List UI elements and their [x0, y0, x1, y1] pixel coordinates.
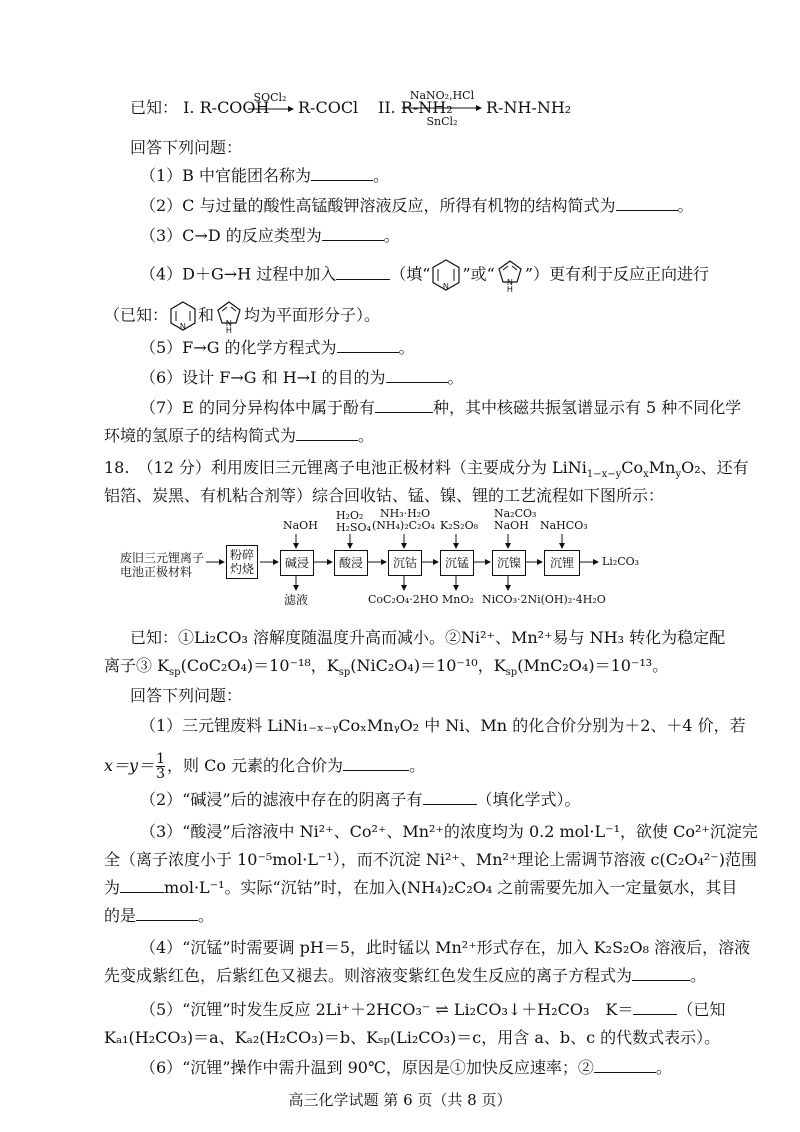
q17-p4-note-end: 均为平面形分子）。 [244, 305, 381, 325]
step-label: 灼烧 [229, 562, 254, 576]
q18-part-3-line-2: 全（离子浓度小于 10⁻⁵mol·L⁻¹），而不沉淀 Ni²⁺、Mn²⁺理论上需调节溶液 c(C₂O₄²⁻)范围 [104, 850, 757, 869]
ksp-cobalt: (CoC₂O₄)＝10⁻¹⁸，K [180, 656, 339, 675]
q18-part-6 [140, 1058, 672, 1078]
period: 。 [383, 226, 400, 245]
q18-part-1-cont [104, 746, 425, 786]
step-label: 粉碎 [229, 548, 254, 562]
output-li2co3: Li₂CO₃ [602, 555, 640, 568]
reaction-2-reagent-top: NaNO₂,HCl [409, 89, 475, 102]
answer-blank[interactable] [343, 756, 409, 771]
q18-head-d: O₂、还有 [681, 458, 749, 477]
page-footer: 高三化学试题 第 6 页（共 8 页） [288, 1091, 512, 1109]
step-manganese-precip: 沉锰 [440, 550, 474, 576]
q18-p4-text: 先变成紫红色，后紫红色又褪去。则溶液变紫红色发生反应的离子方程式为 [104, 966, 633, 985]
pyridine-n-label: N [443, 282, 450, 291]
reaction-2-product: R-NH-NH₂ [486, 98, 572, 117]
ksp-sub: sp [169, 667, 181, 679]
q18-p5-known: （已知 [677, 1000, 726, 1019]
q18-p5-text: （5）“沉锂”时发生反应 2Li⁺＋2HCO₃⁻ ⇌ Li₂CO₃↓＋H₂CO₃ K＝ [140, 1000, 634, 1019]
reaction-2-number: II. [378, 98, 396, 117]
fraction-denominator: 3 [156, 766, 165, 782]
q18-p2-hint: （填化学式）。 [476, 790, 581, 809]
reaction-1-reactant: R-COOH [199, 98, 270, 117]
q18-head-a: 18. （12 分）利用废旧三元锂离子电池正极材料（主要成分为 LiNi [104, 458, 587, 477]
q17-p7-text: （7）E 的同分异构体中属于酚有 [140, 398, 375, 417]
pyrrole-n-label: N [506, 278, 513, 287]
answer-blank[interactable] [120, 878, 164, 893]
q18-head-sub-2: x [643, 469, 649, 481]
period: 。 [447, 368, 464, 387]
output-filtrate: 滤液 [284, 593, 309, 607]
q17-p6-text: （6）设计 F→G 和 H→I 的目的为 [140, 368, 386, 387]
q17-p4-note-lead: （已知： [104, 305, 169, 325]
reaction-1-number: I. [183, 98, 195, 117]
q17-p5-text: （5）F→G 的化学方程式为 [140, 338, 337, 357]
answer-blank[interactable] [633, 1000, 677, 1015]
q18-known-2 [104, 656, 669, 679]
pyridine-n-label: N [180, 322, 186, 331]
reagent-k2s2o8: K₂S₂O₈ [440, 519, 479, 532]
period: 。 [373, 166, 390, 185]
period: 。 [409, 756, 426, 775]
q18-part-2 [140, 790, 581, 810]
ksp-manganese: (MnC₂O₄)＝10⁻¹³。 [517, 656, 669, 675]
ksp-lead: 离子③ K [104, 656, 170, 675]
q18-header-line-2: 铝箔、炭黑、有机粘合剂等）综合回收钴、锰、镍、锂的工艺流程如下图所示： [104, 486, 665, 505]
reagent-nh3: NH₃·H₂O [380, 507, 431, 520]
q18-intro: 回答下列问题： [130, 686, 243, 705]
q18-p3-text: mol·L⁻¹。实际“沉钴”时，在加入(NH₄)₂C₂O₄ 之前需要先加入一定量氨水，其目 [164, 878, 738, 897]
q17-p3-text: （3）C→D 的反应类型为 [140, 226, 322, 245]
pyrrole-h-label: H [226, 326, 232, 334]
step-nickel-precip: 沉镍 [492, 550, 526, 576]
ksp-sub: sp [505, 667, 518, 679]
output-cobalt-oxalate: CoC₂O₄·2HO [368, 593, 439, 606]
q18-part-5-line-2: Kₐ₁(H₂CO₃)＝a、Kₐ₂(H₂CO₃)＝b、Kₛₚ(Li₂CO₃)＝c，用含 a、b、c 的代数式表示）。 [104, 1028, 721, 1047]
step-crush-burn [226, 545, 258, 579]
q17-p7-text-2: 种，其中核磁共振氢谱显示有 5 种不同化学 [432, 398, 742, 417]
period: 。 [398, 338, 415, 357]
ksp-nickel: (NiC₂O₄)＝10⁻¹⁰，K [350, 656, 506, 675]
q18-part-3-line-4 [104, 906, 214, 926]
reagent-oxalate: (NH₄)₂C₂O₄ [372, 519, 435, 532]
reagent-naoh-2: NaOH [494, 519, 529, 532]
q17-p4-end: ”）更有利于反应正向进行 [524, 264, 709, 284]
q17-p7-text-3: 环境的氢原子的结构简式为 [104, 426, 297, 445]
reaction-2-reagent-bottom: SnCl₂ [426, 115, 458, 128]
reagent-nahco3: NaHCO₃ [540, 519, 588, 532]
pyrrole-h-label: H [506, 285, 513, 293]
fraction-numerator: 1 [156, 751, 165, 767]
fraction-one-third [156, 752, 165, 781]
reagent-na2co3: Na₂CO₃ [494, 507, 537, 520]
q17-p4-text: （4）D＋G→H 过程中加入 [140, 264, 337, 284]
q18-part-4-line-2 [104, 966, 706, 986]
reagent-naoh: NaOH [283, 519, 318, 532]
q18-p1-x-eq: x＝y＝ [104, 756, 155, 775]
q17-p4-or: ”或“ [462, 264, 495, 284]
output-mno2: MnO₂ [442, 593, 474, 606]
answer-blank[interactable] [594, 1058, 656, 1073]
q18-p3-purpose: 的是 [104, 906, 137, 925]
q17-p4-fill-hint: （填“ [390, 264, 431, 284]
period: 。 [358, 426, 375, 445]
output-nickel-carbonate: NiCO₃·2Ni(OH)₂·4H₂O [482, 593, 606, 606]
q18-head-sub-3: y [675, 469, 682, 481]
step-alkali-leach: 碱浸 [280, 550, 314, 576]
q18-part-5 [140, 1000, 725, 1020]
answer-blank[interactable] [136, 906, 198, 921]
q18-part-4: （4）“沉锰”时需要调 pH＝5，此时锰以 Mn²⁺形式存在，加入 K₂S₂O₈ 溶液后，溶液 [140, 938, 751, 957]
reaction-2-reactant: R-NH₂ [400, 98, 453, 117]
flow-source-line-2: 电池正极材料 [120, 565, 193, 579]
step-lithium-precip: 沉锂 [544, 550, 580, 576]
reaction-1-reagent: SOCl₂ [253, 91, 287, 104]
period: 。 [198, 906, 215, 925]
q18-p2-text: （2）“碱浸”后的滤液中存在的阴离子有 [140, 790, 423, 809]
known-lead: 已知： [130, 98, 179, 117]
step-cobalt-precip: 沉钴 [388, 550, 422, 576]
reagent-h2so4: H₂SO₄ [336, 521, 371, 534]
q18-part-1: （1）三元锂废料 LiNi₁₋ₓ₋ᵧCoₓMnᵧO₂ 中 Ni、Mn 的化合价分别为＋2、＋4 价，若 [140, 716, 746, 735]
q18-p3-wei: 为 [104, 878, 121, 897]
q18-head-b: Co [621, 458, 644, 477]
step-acid-leach: 酸浸 [334, 550, 368, 576]
reaction-1-product: R-COCl [298, 98, 359, 117]
q17-intro: 回答下列问题： [130, 138, 243, 157]
q18-p1-rest: ，则 Co 元素的化合价为 [167, 756, 344, 775]
period: 。 [655, 1058, 672, 1077]
q17-p1-text: （1）B 中官能团名称为 [140, 166, 312, 185]
answer-blank[interactable] [423, 790, 477, 805]
q17-p4-and: 和 [198, 305, 215, 325]
q18-part-3-line-3 [104, 878, 737, 898]
period: 。 [677, 196, 694, 215]
q18-part-3: （3）“酸浸”后溶液中 Ni²⁺、Co²⁺、Mn²⁺的浓度均为 0.2 mol·L⁻¹，欲使 Co²⁺沉淀完 [140, 822, 758, 841]
ksp-sub: sp [338, 667, 351, 679]
period: 。 [690, 966, 707, 985]
pyrrole-n-label: N [226, 319, 232, 328]
answer-blank[interactable] [632, 966, 690, 981]
q18-p6-text: （6）“沉锂”操作中需升温到 90℃，原因是①加快反应速率；② [140, 1058, 594, 1077]
reagent-h2o2: H₂O₂ [336, 509, 364, 522]
q17-p2-text: （2）C 与过量的酸性高锰酸钾溶液反应，所得有机物的结构简式为 [140, 196, 616, 215]
q18-head-sub-1: 1−x−y [586, 469, 622, 481]
flow-source-line-1: 废旧三元锂离子 [120, 551, 205, 565]
q18-known-1: 已知：①Li₂CO₃ 溶解度随温度升高而减小。②Ni²⁺、Mn²⁺易与 NH₃ 转化为稳定配 [130, 628, 726, 647]
q18-head-c: Mn [648, 458, 676, 477]
